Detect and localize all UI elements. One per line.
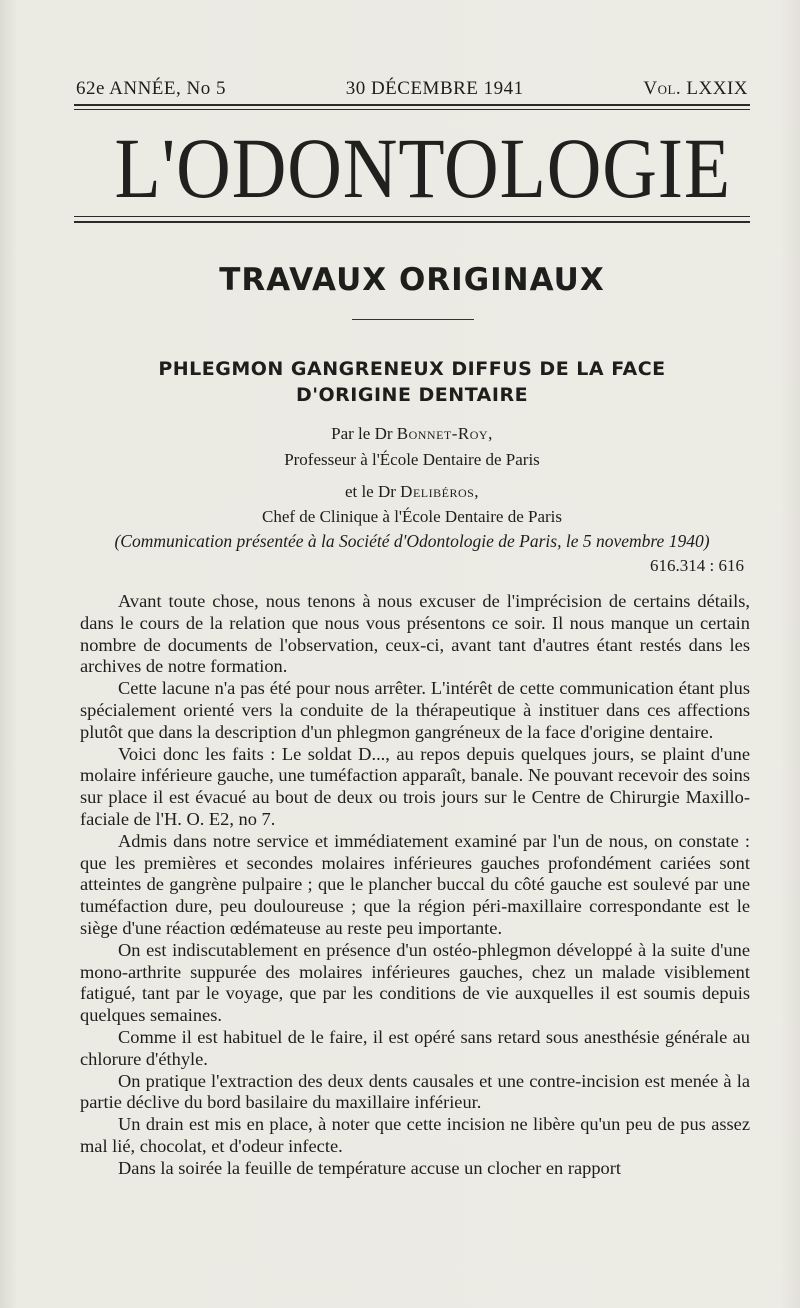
author-2-name: Delibéros,: [400, 482, 480, 501]
journal-masthead: L'ODONTOLOGIE: [114, 120, 731, 216]
author-1-prefix: Par le Dr: [331, 424, 397, 443]
paragraph: On est indiscutablement en présence d'un ostéo-phlegmon développé à la suite d'une mono-arthrite suppurée des molaires inférieures gauches, chez un malade visiblement fatigué, tant par le voyage, que par les conditions de vie auxquelles il est soumis depuis quelques semaines.: [80, 939, 750, 1026]
article-title-line-1: PHLEGMON GANGRENEUX DIFFUS DE LA FACE: [158, 358, 666, 380]
section-title: TRAVAUX ORIGINAUX: [219, 262, 605, 298]
paragraph: Voici donc les faits : Le soldat D..., au repos depuis quelques jours, se plaint d'une molaire inférieure gauche, une tuméfaction apparaît, banale. Ne pouvant recevoir des soins sur place il est évacué au bout de deux ou trois jours sur le Centre de Chirurgie Maxillo-faciale de l'H. O. E2, no 7.: [80, 743, 750, 829]
author-1: [74, 424, 750, 444]
author-1-name: Bonnet-Roy,: [396, 424, 493, 443]
paragraph: Cette lacune n'a pas été pour nous arrêter. L'intérêt de cette communication étant plus spécialement orienté vers la conduite de la thérapeutique à instituer dans ces affections plutôt que dans la description d'un phlegmon gangréneux de la face d'origine dentaire.: [80, 678, 750, 742]
author-1-affiliation: Professeur à l'École Dentaire de Paris: [284, 450, 540, 469]
masthead-rule-thick: [74, 221, 750, 223]
paragraph: Dans la soirée la feuille de température accuse un clocher en rapport: [118, 1157, 621, 1178]
communication-note: (Communication présentée à la Société d'Odontologie de Paris, le 5 novembre 1940): [114, 531, 710, 551]
author-2-affiliation: Chef de Clinique à l'École Dentaire de Paris: [262, 507, 562, 526]
author-2-prefix: et le Dr: [344, 482, 401, 501]
volume-number: Vol. LXXIX: [643, 78, 748, 99]
paragraph: Un drain est mis en place, à noter que cette incision ne libère qu'un peu de pus assez mal lié, chocolat, et d'odeur infecte.: [80, 1114, 750, 1156]
author-2: [74, 482, 750, 502]
article-title-line-2: D'ORIGINE DENTAIRE: [295, 384, 529, 406]
article-body: [80, 591, 750, 1180]
header-rule-thin: [74, 109, 750, 110]
paragraph: Avant toute chose, nous tenons à nous excuser de l'imprécision de certains détails, dans le cours de la relation que nous vous présentons ce soir. Il nous manque un certain nombre de documents de l'observation, ceux-ci, avant tant d'autres étant restés dans les archives de notre formation.: [80, 591, 750, 677]
paragraph: On pratique l'extraction des deux dents causales et une contre-incision est menée à la partie déclive du bord basilaire du maxillaire inférieur.: [80, 1070, 750, 1113]
paragraph: Comme il est habituel de le faire, il est opéré sans retard sous anesthésie générale au chlorure d'éthyle.: [80, 1026, 750, 1069]
header-rule-thick: [74, 104, 750, 106]
issue-number: 62e ANNÉE, No 5: [76, 78, 226, 99]
paragraph: Admis dans notre service et immédiatement examiné par l'un de nous, on constate : que les premières et secondes molaires inférieures gauches profondément cariées sont atteintes de gangrène pulpaire ; que le plancher buccal du côté gauche est soulevé par une tuméfaction dure, peu douloureuse ; que la région péri-maxillaire correspondante est le siège d'une réaction œdémateuse au reste peu importante.: [80, 830, 750, 938]
classification-number: 616.314 : 616: [650, 556, 744, 575]
article-title: [74, 356, 750, 408]
issue-date: 30 DÉCEMBRE 1941: [345, 78, 524, 99]
running-header: [76, 78, 748, 100]
masthead-rule-thin: [74, 216, 750, 217]
section-divider: [352, 319, 474, 320]
